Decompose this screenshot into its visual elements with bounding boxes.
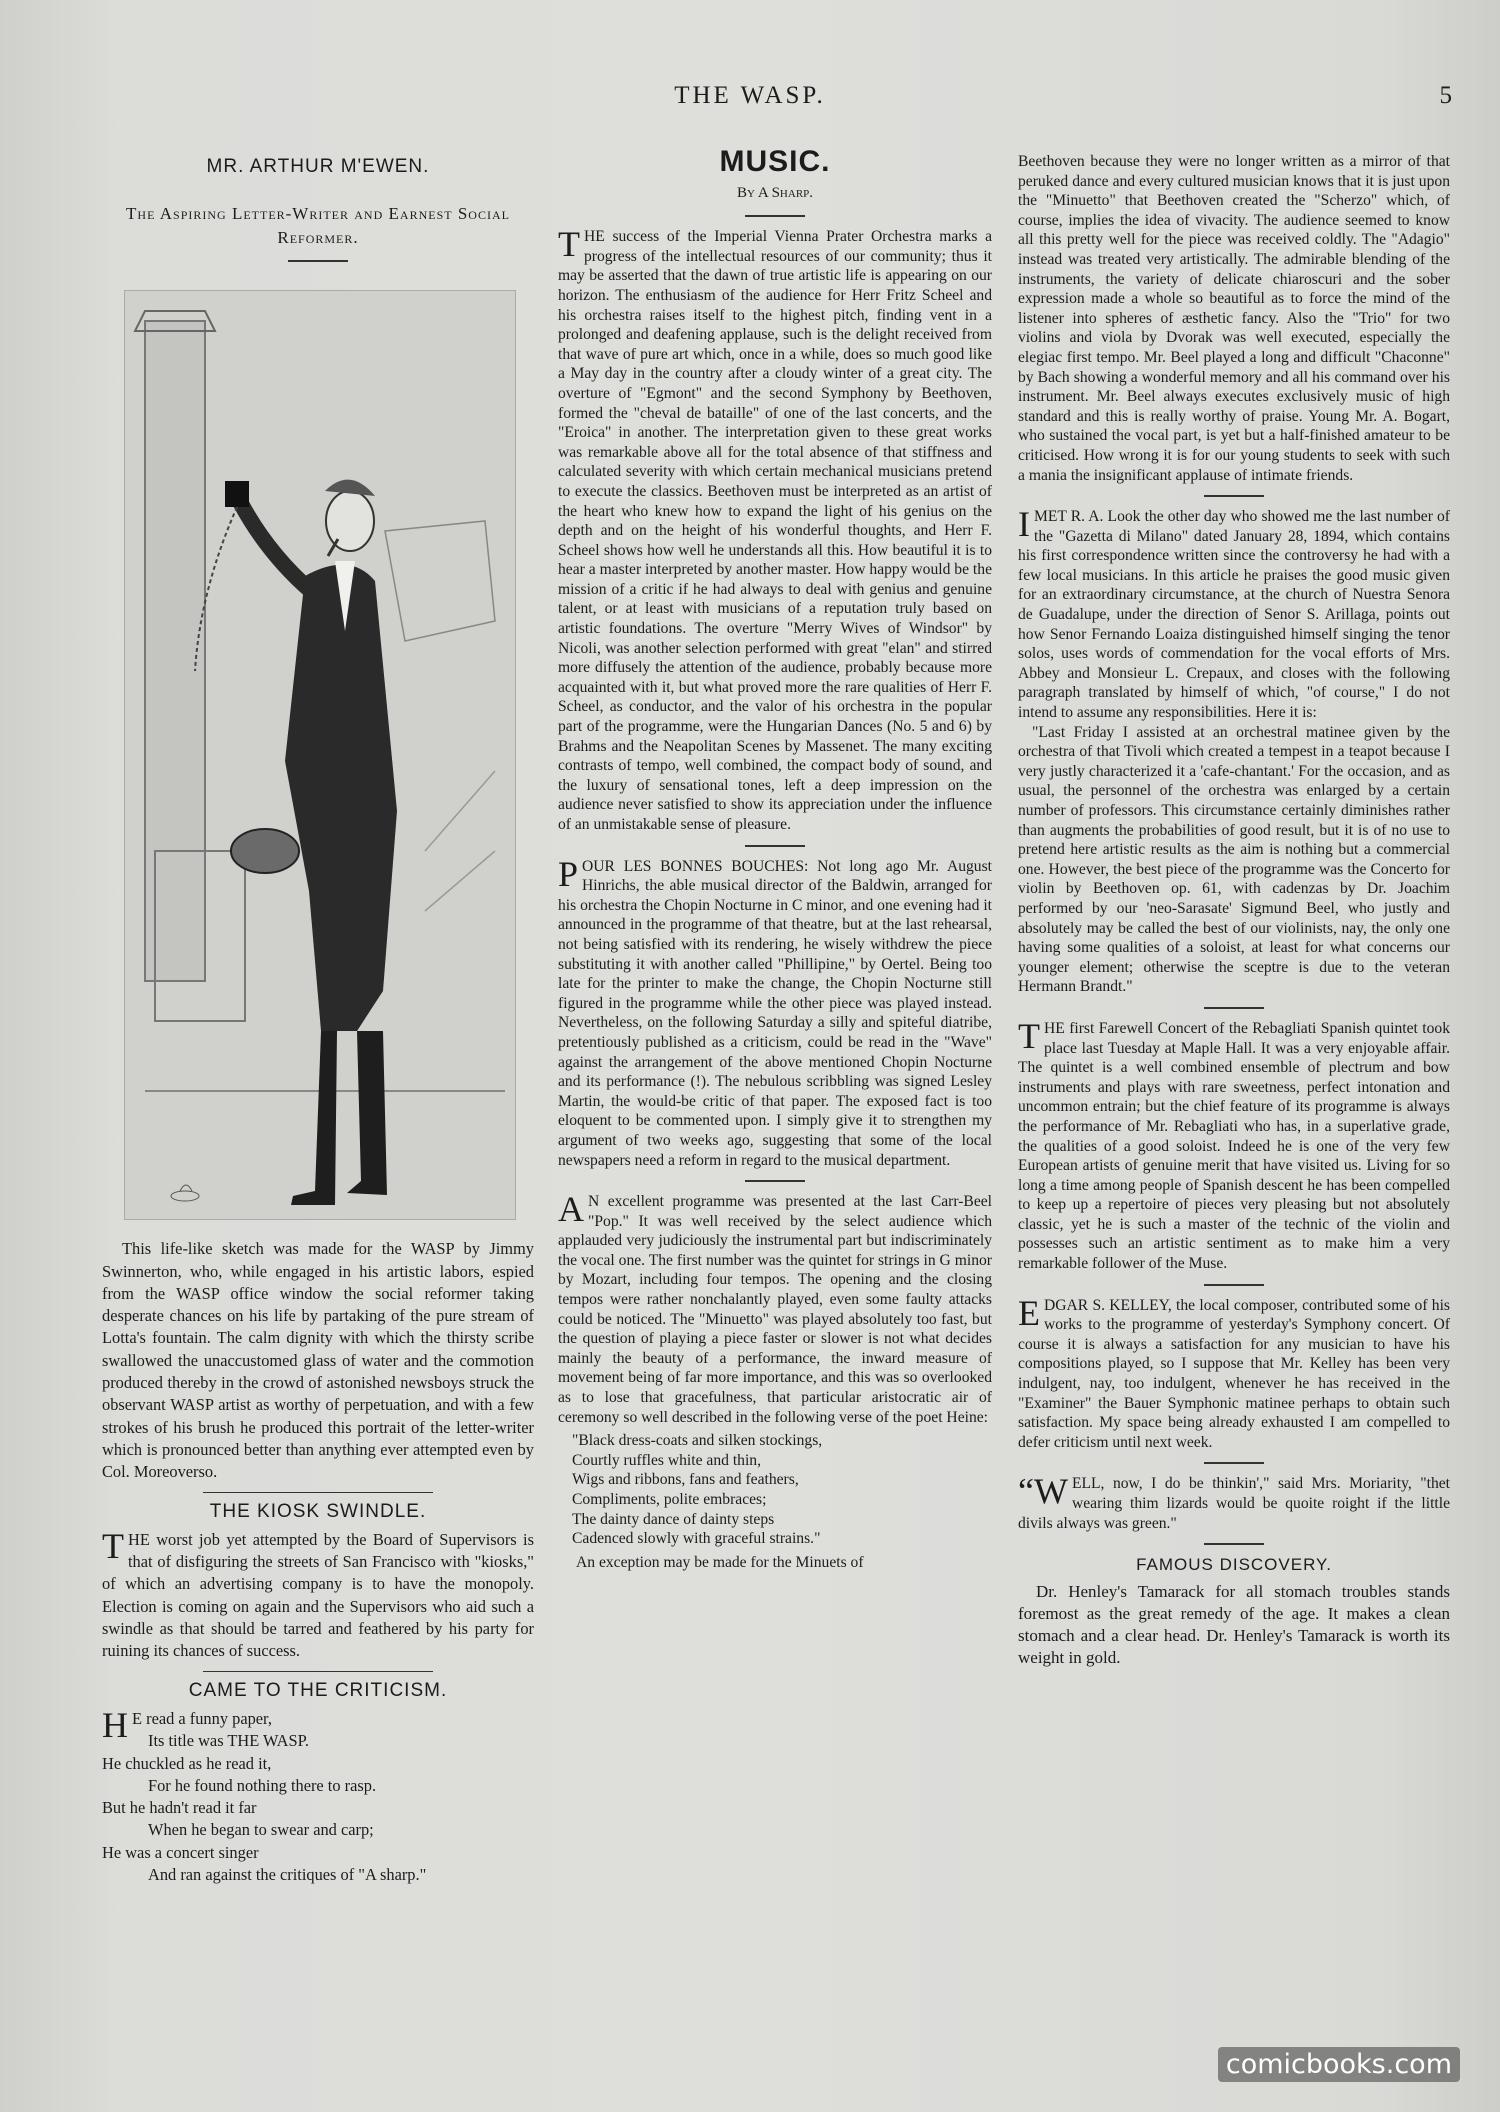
paragraph-text: OUR LES BONNES BOUCHES: Not long ago Mr. August Hinrichs, the able musical director of the Baldwin, arranged for his orchestra the Chopin Nocturne in C minor, and one evening had it announced in the programme of that theatre, but at the last rehearsal, not being satisfied with its rendering, he wisely withdrew the piece substituting it with another called "Phillipine," by Oertel. Being too late for the printer to make the change, the Chopin Nocturne still figured in the programme while the other piece was played instead. Nevertheless, on the following Saturday a silly and spiteful diatribe, pretentiously published as a criticism, could be read in the "Wave" against the arrangement of the above mentioned Chopin Nocturne and its performance (!). The nebulous scribbling was signed Lesley Martin, the would-be critic of that paper. The exposed fact is too eloquent to be commented upon. I simply give it to strengthen my argument of two weeks ago, suggesting that some of the local newspapers need a reform in regard to the musical department. xyxy=(558,857,992,1169)
music-paragraph xyxy=(1018,504,1450,723)
drop-cap: T xyxy=(558,224,580,265)
kiosk-article xyxy=(102,1525,534,1663)
left-column xyxy=(102,152,534,1886)
illustration-caption xyxy=(102,1238,534,1483)
kiosk-headline: THE KIOSK SWINDLE. xyxy=(209,1500,427,1522)
music-paragraph xyxy=(558,853,992,1171)
kiosk-text: HE worst job yet attempted by the Board of Supervisors is that of disfiguring the streets of San Francisco with "kiosks," of which an advertising company is to have the monopoly. Election is coming on again and the Supervisors who aid such a swindle as that should be tarred and feathered by his party for ruining its chances of success. xyxy=(102,1529,534,1661)
drop-cap: T xyxy=(1018,1015,1040,1056)
right-column xyxy=(1018,152,1450,1669)
byline: By A Sharp. xyxy=(736,184,814,201)
divider xyxy=(745,1180,805,1182)
divider xyxy=(288,260,348,262)
caption-text: This life-like sketch was made for the WASP by Jimmy Swinnerton, who, while engaged in his artistic labors, espied from the WASP office window the social reformer taking desperate chances on his life by partaking of the pure stream of Lotta's fountain. The calm dignity with which the thirsty scribe swallowed the unaccustomed glass of water and the commotion produced thereby in the crowd of astonished newsboys struck the observant WASP artist as worthy of perpetuation, and with a few strokes of his brush he produced this portrait of the letter-writer which is pronounced better than anything ever attempted even by Col. Moreoverso. xyxy=(102,1239,534,1482)
tamarack-ad xyxy=(1018,1581,1450,1669)
verse-line: "Black dress-coats and silken stockings, xyxy=(572,1432,823,1450)
verse-line: But he hadn't read it far xyxy=(102,1798,257,1818)
verse-line: He chuckled as he read it, xyxy=(102,1753,272,1773)
famous-discovery-headline: FAMOUS DISCOVERY. xyxy=(1136,1555,1332,1575)
paragraph-text: Beethoven because they were no longer written as a mirror of that peruked dance and every cultured musician knows that it is just upon the "Minuetto" that Beethoven created the "Scherzo" which, of course, implies the idea of vivacity. The audience seemed to know all this pretty well for the piece was received coldly. The "Adagio" instead was treated very artistically. The admirable blending of the instruments, the variety of delicate chiaroscuri and the sober expression made a whole so beautiful as to force the mind of the listener into spheres of æsthetic fancy. Also the "Trio" for two violins and viola by Dvorak was well executed, especially the elegiac first tempo. Mr. Beel played a long and difficult "Chaconne" by Bach showing a wonderful memory and all his command over his instrument. Mr. Beel always executes exclusively music of high standard and this is really worthy of praise. Young Mr. A. Bogart, who sustained the vocal part, is yet but a half-finished amateur to be criticised. How wrong it is for our young students to seek with such a mania the insignificant applause of intimate friends. xyxy=(1018,153,1450,484)
ad-text: Dr. Henley's Tamarack for all stomach troubles stands foremost as the great remedy of the age. It makes a clean stomach and a clear head. Dr. Henley's Tamarack is worth its weight in gold. xyxy=(1018,1581,1450,1667)
heine-verse xyxy=(558,1431,992,1549)
verse-line: Its title was THE WASP. xyxy=(148,1731,310,1751)
music-paragraph xyxy=(558,224,992,834)
music-paragraph xyxy=(1018,1292,1450,1453)
divider xyxy=(745,215,805,217)
drop-cap: T xyxy=(102,1525,124,1566)
drop-cap: P xyxy=(558,853,579,894)
divider xyxy=(745,845,805,847)
paragraph-text: N excellent programme was presented at the last Carr-Beel "Pop." It was well received by the select audience which applauded very judiciously the instrumental part but indiscriminately the vocal one. The first number was the quintet for strings in G minor by Mozart, including four tempos. The opening and the closing tempos were rather nonchalantly played, even some faulty attacks could be noticed. The "Minuetto" was played absolutely too fast, but the question of playing a piece faster or slower is not what decides mainly the beauty of a performance, the inward measure of movement being of far more importance, and this was so overlooked as to lose that gracefulness, that particular aristocratic air of ceremony so well described in the following verse of the poet Heine: xyxy=(558,1193,992,1426)
divider xyxy=(1204,1462,1264,1464)
verse-line: When he began to swear and carp; xyxy=(148,1820,374,1840)
caricature-drawing xyxy=(125,291,515,1219)
caricature-illustration xyxy=(124,290,516,1220)
divider xyxy=(1204,1284,1264,1286)
music-headline: MUSIC. xyxy=(719,145,831,178)
site-watermark: comicbooks.com xyxy=(1218,2047,1460,2082)
drop-cap: “W xyxy=(1018,1471,1068,1512)
paragraph-text: An exception may be made for the Minuets of xyxy=(576,1553,864,1571)
divider xyxy=(1204,495,1264,497)
music-paragraph xyxy=(1018,1471,1450,1533)
divider xyxy=(1204,1543,1264,1545)
divider xyxy=(203,1671,433,1672)
verse-line: E read a funny paper, xyxy=(132,1708,272,1728)
verse-line: Compliments, polite embraces; xyxy=(572,1491,767,1508)
criticism-verse xyxy=(102,1704,534,1886)
verse-line: And ran against the critiques of "A sharp." xyxy=(148,1865,427,1885)
drop-cap: E xyxy=(1018,1292,1040,1333)
criticism-headline: CAME TO THE CRITICISM. xyxy=(188,1679,448,1701)
verse-line: Courtly ruffles white and thin, xyxy=(572,1451,761,1469)
mcewen-subhead: The Aspiring Letter-Writer and Earnest Social Reformer. xyxy=(126,204,510,248)
divider xyxy=(1204,1007,1264,1009)
middle-column xyxy=(558,145,992,1572)
paragraph-text: ELL, now, I do be thinkin'," said Mrs. Moriarity, "thet wearing thim lizards would be quoite roight if the little divils always was green." xyxy=(1018,1475,1450,1532)
paragraph-text: MET R. A. Look the other day who showed me the last number of the "Gazetta di Milano" dated January 28, 1894, which contains his first correspondence written since the controversy he had with a few local musicians. In this article he praises the good music given for an extraordinary circumstance, at the church of Nuestra Senora de Guadalupe, under the direction of Senor S. Arillaga, points out how Senor Fernando Loaiza distinguished himself singing the tenor solos, uses words of commendation for the vocal efforts of Mrs. Abbey and Monsieur L. Crepaux, and closes with the following paragraph translated by himself of which, "of course," I do not intend to assume any responsibilities. Here it is: xyxy=(1018,508,1450,722)
verse-line: For he found nothing there to rasp. xyxy=(148,1775,377,1795)
paragraph-text: HE success of the Imperial Vienna Prater Orchestra marks a progress of the intellectual resources of our community; thus it may be asserted that the dawn of true artistic life is appearing on our horizon. The enthusiasm of the audience for Herr Fritz Scheel and his orchestra raises itself to the highest pitch, finding vent in a prolonged and deafening applause, such is the delight received from that wave of pure art which, once in a while, does so much good like a May day in the country after a cloudy winter of a great city. The overture of "Egmont" and the second Symphony by Beethoven, formed the "cheval de bataille" of one of the last concerts, and the "Eroica" in another. The interpretation given to these great works was remarkable above all for the total absence of that stiffness and calculated severity with which certain mechanical musicians pretend to execute the classics. Beethoven must be interpreted as an artist of the heart who knew how to expand the light of his genius on the depth and on the height of his wonderful thoughts, and Herr F. Scheel shows how well he understands all this. How beautiful it is to hear a master interpreted by another master. How happy would be the mission of a critic if he had always to deal with genius and genuine talent, or at least with musicians of a reputation truly based on artistic foundations. The overture "Merry Wives of Windsor" by Nicoli, was another selection performed with great "elan" and stirred more diffusely the attention of the audience, probably because more acquainted with it, but what proved more the rare qualities of Herr F. Scheel, as conductor, and the valor of his orchestra in the popular part of the programme, were the Hungarian Dances (No. 5 and 6) by Brahms and the Neapolitan Scenes by Massenet. The many exciting contrasts of tempo, well combined, the compact body of sound, and the luxury of sensational tones, left a deep impression on the audience never satisfied to show its appreciation under the influence of an unmistakable sense of pleasure. xyxy=(558,228,992,833)
drop-cap: H xyxy=(102,1704,128,1745)
music-paragraph xyxy=(558,1189,992,1427)
music-paragraph xyxy=(1018,1015,1450,1274)
verse-line: Wigs and ribbons, fans and feathers, xyxy=(572,1471,799,1489)
drop-cap: I xyxy=(1018,504,1030,545)
running-head: THE WASP. xyxy=(674,82,826,109)
paragraph-text: DGAR S. KELLEY, the local composer, contributed some of his works to the programme of yesterday's Symphony concert. Of course it is always a satisfaction for any musician to have his compositions played, so I suppose that Mr. Kelley has been very indulgent, nay, too indulgent, whenever he has received in the "Examiner" the Bauer Symphonic matinee perhaps to obtain such satisfaction. My space being already exhausted I am compelled to defer criticism until next week. xyxy=(1018,1296,1450,1451)
paragraph-text: HE first Farewell Concert of the Rebagliati Spanish quintet took place last Tuesday at Maple Hall. It was a very enjoyable affair. The quintet is a well combined ensemble of plectrum and bow instruments and plays with rare sweetness, perfect intonation and uncommon entrain; but the chief feature of its programme is always the performance of Mr. Rebagliati who has, in a superlative grade, the qualities of a good soloist. Indeed he is one of the very few European artists of genuine merit that have visited us. Living for so long a time among people of Spanish descent he has been compelled to keep up a repertoire of pieces very pleasing but not absolutely classic, yet he is such a master of the technic of the violin and possesses such an artistic sentiment as to make him a very remarkable follower of the Muse. xyxy=(1018,1019,1450,1273)
verse-line: He was a concert singer xyxy=(102,1842,259,1862)
divider xyxy=(203,1492,433,1493)
verse-line: The dainty dance of dainty steps xyxy=(572,1510,775,1528)
page-number: 5 xyxy=(1439,82,1452,109)
drop-cap: A xyxy=(558,1189,584,1230)
verse-line: Cadenced slowly with graceful strains." xyxy=(572,1530,821,1548)
paragraph-text: "Last Friday I assisted at an orchestral matinee given by the orchestra of that Tivoli which created a tempest in a teapot because I very justly characterized it a 'cafe-chantant.' For the occasion, and as usual, the personnel of the orchestra was enlarged by a certain number of professors. This circumstance certainly diminishes rather than augments the probabilities of good result, but it is of no use to pretend here artistic results as the aim is nothing but a commercial one. However, the best piece of the programme was the Concerto for violin by Beethoven op. 61, with cadenzas by Dr. Joachim performed by our 'neo-Sarasate' Sigmund Beel, who justly and absolutely may be called the best of our violinists, nay, the only one having some qualities of a soloist, at least for what concerns our younger element; otherwise the sceptre is due to the veteran Hermann Brandt." xyxy=(1018,723,1450,996)
mcewen-headline: MR. ARTHUR M'EWEN. xyxy=(206,156,430,177)
